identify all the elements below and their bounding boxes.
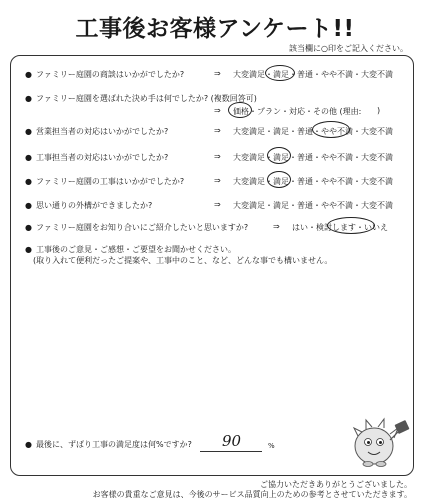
question-4-options: 大変満足・満足・普通・やや不満・大変不満 — [233, 153, 393, 162]
survey-title: 工事後お客様アンケート!! — [75, 16, 355, 42]
bullet-icon: ● — [25, 94, 32, 103]
satisfaction-value: 90 — [222, 432, 242, 450]
arrow-icon: ⇒ — [214, 106, 221, 115]
bullet-icon: ● — [25, 127, 32, 136]
question-1-options: 大変満足・満足・普通・やや不満・大変不満 — [233, 70, 393, 79]
question-6-text: 思い通りの外構ができましたか? — [35, 201, 153, 210]
bullet-icon: ● — [25, 177, 32, 186]
footer-thanks: ご協力いただきありがとうございました。 — [260, 480, 412, 489]
bullet-icon: ● — [25, 440, 32, 449]
bullet-icon: ● — [25, 223, 32, 232]
satisfaction-question — [25, 439, 192, 450]
answer-circle — [228, 102, 252, 118]
question-7-text: ファミリー庭園をお知り合いにご紹介したいと思いますか? — [35, 223, 249, 232]
answer-circle — [265, 65, 295, 81]
question-4-text: 工事担当者の対応はいかがでしたか? — [35, 153, 169, 162]
question-1 — [25, 69, 184, 80]
question-1-text: ファミリー庭園の商談はいかがでしたか? — [35, 70, 185, 79]
answer-circle — [267, 147, 291, 164]
answer-circle — [312, 121, 350, 138]
bullet-icon: ● — [25, 70, 32, 79]
comments-note: (取り入れて便利だったご提案や、工事中のこと、など、どんな事でも構いません。 — [33, 256, 333, 265]
question-2-text: ファミリー庭園を選ばれた決め手は何でしたか? (複数回答可) — [35, 94, 257, 103]
question-5-options: 大変満足・満足・普通・やや不満・大変不満 — [233, 177, 393, 186]
question-3-options: 大変満足・満足・普通・やや不満・大変不満 — [233, 127, 393, 136]
mascot-illustration — [346, 414, 410, 472]
question-2-reason-close: ) — [377, 106, 381, 115]
arrow-icon: ⇒ — [273, 222, 280, 231]
question-2 — [25, 93, 257, 104]
arrow-icon: ⇒ — [214, 200, 221, 209]
arrow-icon: ⇒ — [214, 69, 221, 78]
question-3-text: 営業担当者の対応はいかがでしたか? — [35, 127, 169, 136]
footer-note: お客様の貴重なご意見は、今後のサービス品質向上のための参考とさせていただきます。 — [92, 490, 412, 499]
question-5-text: ファミリー庭園の工事はいかがでしたか? — [35, 177, 185, 186]
question-4 — [25, 152, 168, 163]
satisfaction-label: 最後に、ずばり工事の満足度は何%ですか? — [35, 440, 192, 449]
question-5 — [25, 176, 184, 187]
satisfaction-unit: % — [268, 442, 275, 450]
survey-frame — [10, 55, 414, 476]
arrow-icon: ⇒ — [214, 176, 221, 185]
satisfaction-underline — [200, 451, 262, 452]
question-6-options: 大変満足・満足・普通・やや不満・大変不満 — [233, 201, 393, 210]
bullet-icon: ● — [25, 245, 32, 254]
question-7-options: はい・検討します・いいえ — [292, 223, 388, 232]
question-2-options: 価格・プラン・対応・その他 (理由: — [233, 107, 362, 116]
comments-label: 工事後のご意見・ご感想・ご要望をお聞かせください。 — [35, 245, 236, 254]
bullet-icon: ● — [25, 201, 32, 210]
arrow-icon: ⇒ — [214, 152, 221, 161]
bullet-icon: ● — [25, 153, 32, 162]
comments-question — [25, 244, 236, 255]
question-3 — [25, 126, 168, 137]
question-7 — [25, 222, 248, 233]
answer-circle — [267, 171, 291, 188]
answer-circle — [327, 217, 375, 234]
instruction-text: 該当欄に○印をご記入ください。 — [289, 44, 408, 53]
arrow-icon: ⇒ — [214, 126, 221, 135]
question-6 — [25, 200, 152, 211]
